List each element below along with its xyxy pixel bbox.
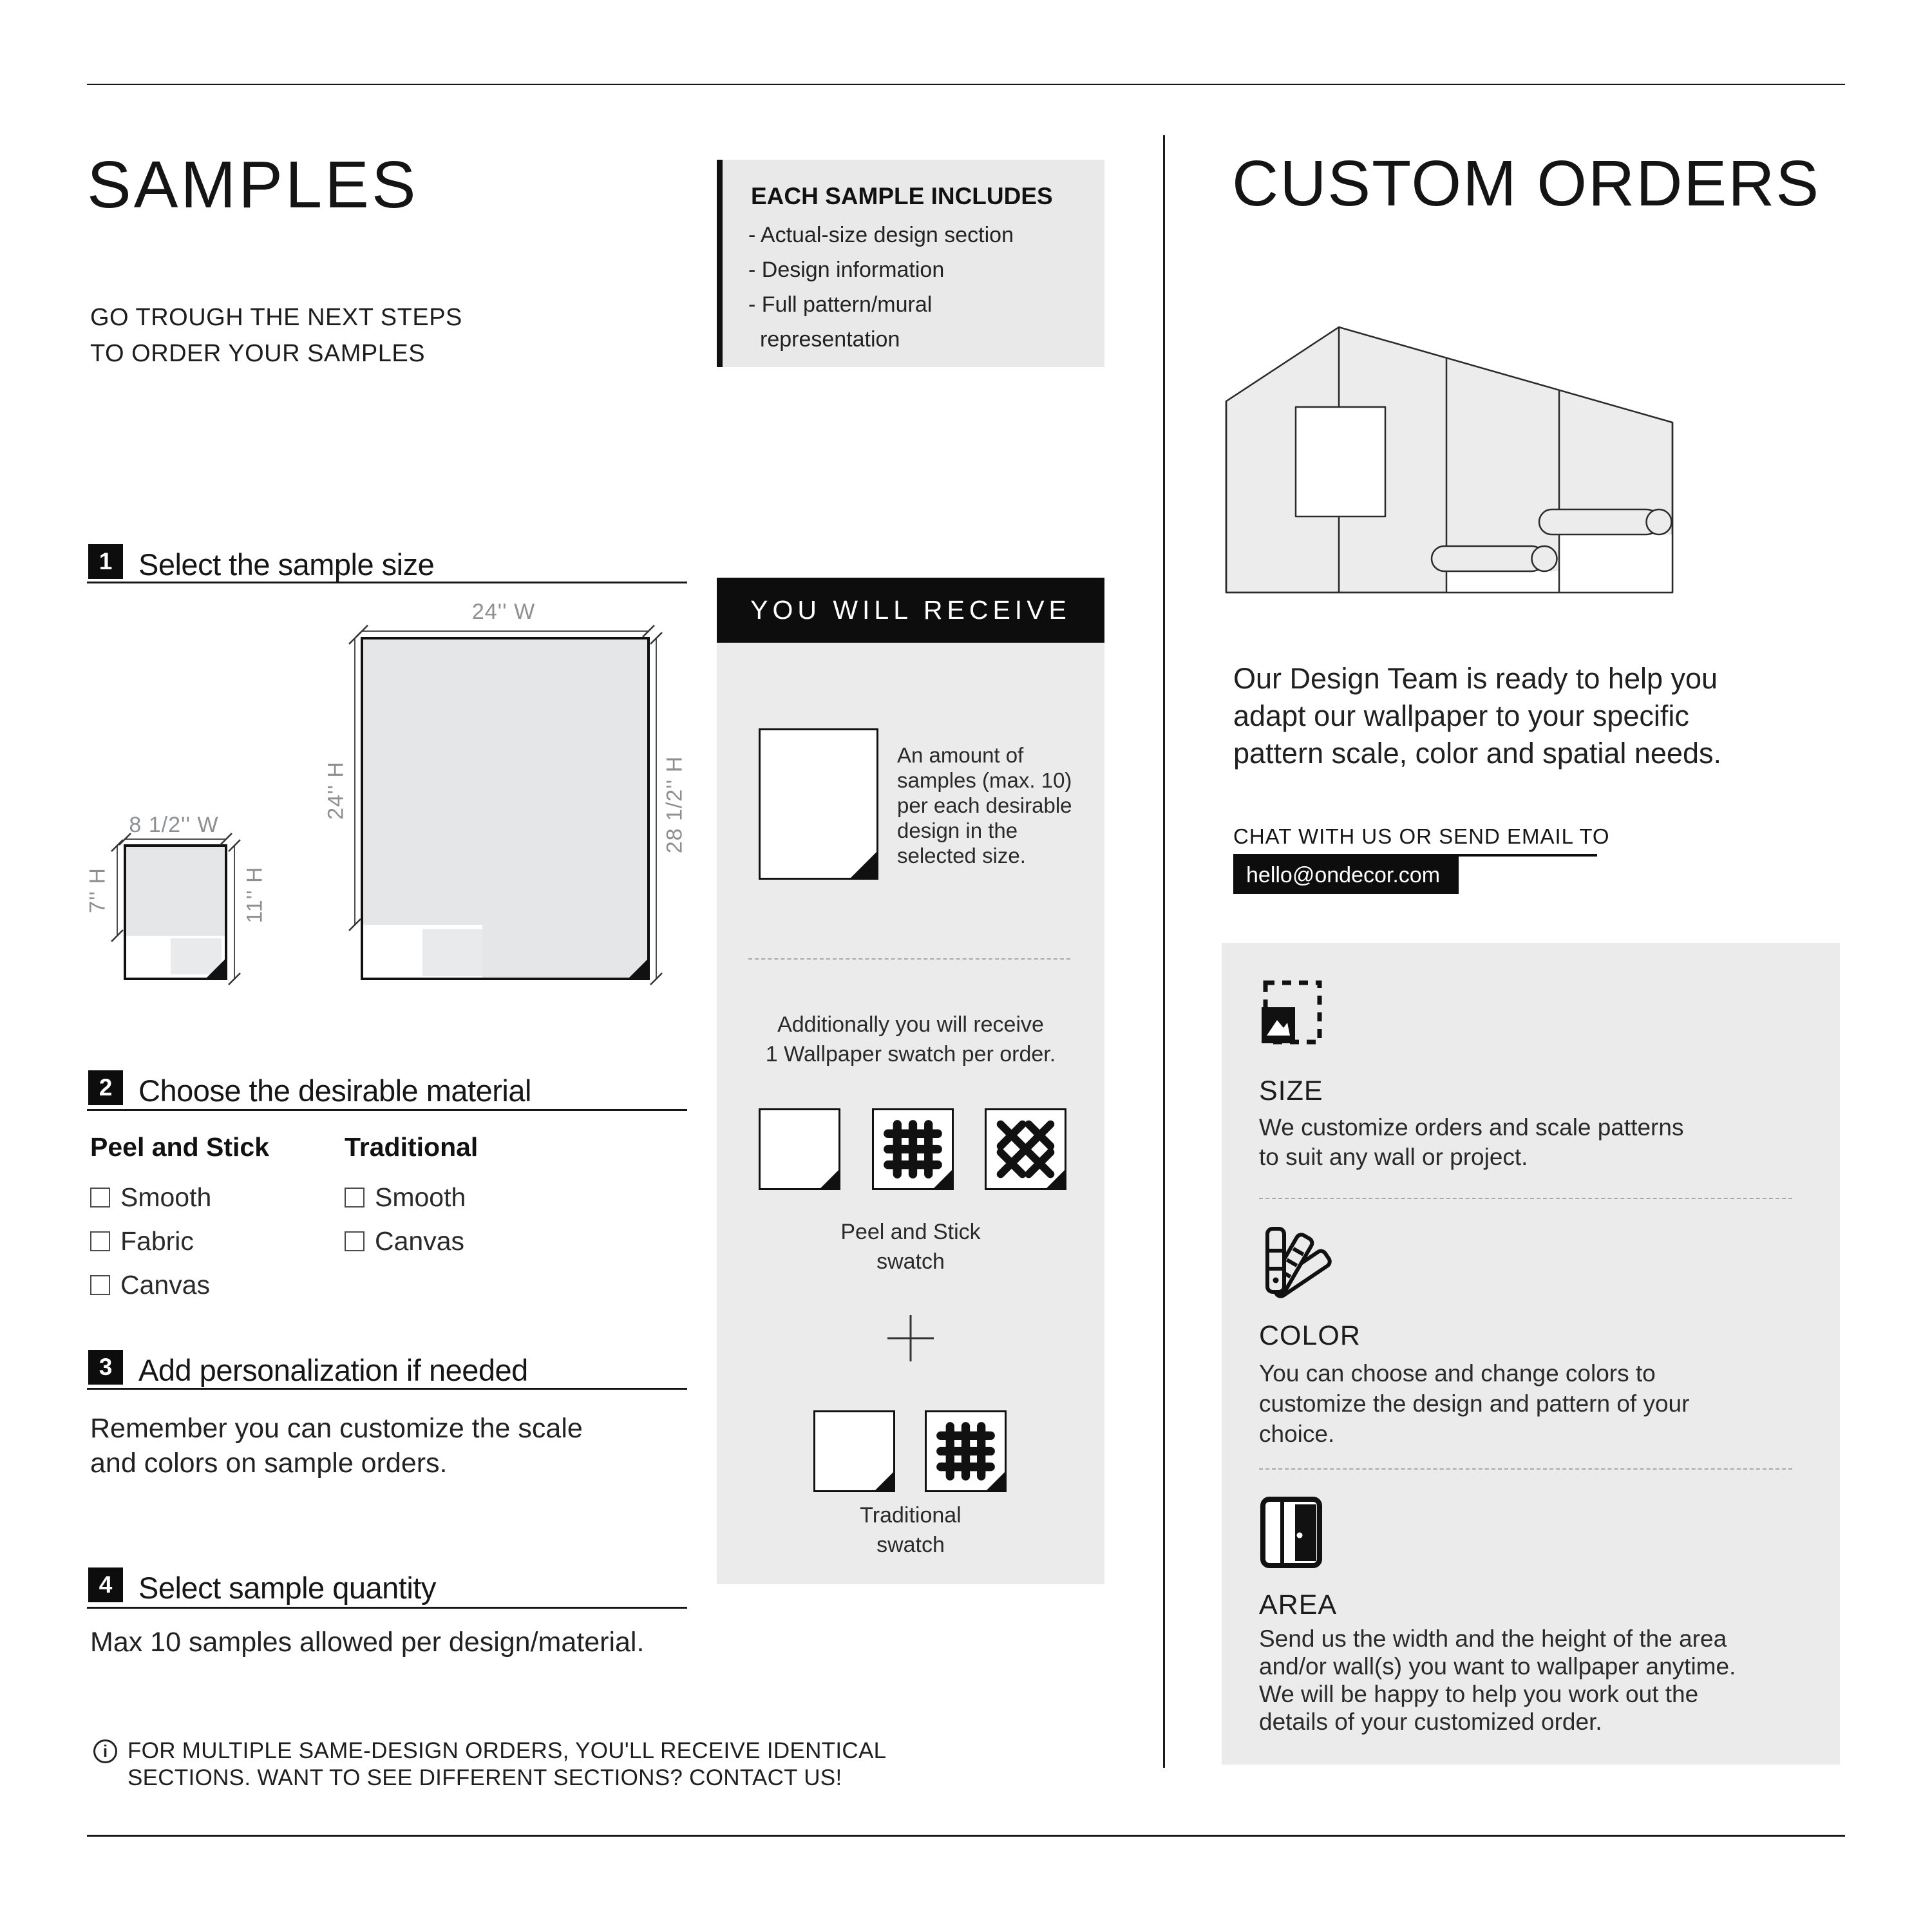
wallpaper-roll-upper	[1539, 509, 1672, 535]
step3-underline	[87, 1388, 687, 1390]
grid-swatch-icon	[925, 1410, 1007, 1492]
divider-dashed	[1259, 1468, 1792, 1470]
step3-number: 3	[88, 1350, 123, 1385]
sample-page-icon	[759, 728, 878, 880]
color-heading: COLOR	[1259, 1320, 1361, 1351]
step4-number: 4	[88, 1567, 123, 1602]
option-label: Smooth	[375, 1182, 466, 1212]
traditional-caption-line1: Traditional	[860, 1503, 961, 1528]
large-height-left-label: 24'' H	[323, 761, 348, 820]
divider-dashed	[1259, 1198, 1792, 1199]
area-line: details of your customized order.	[1259, 1709, 1602, 1735]
small-width-label: 8 1/2'' W	[129, 813, 219, 837]
step4-body: Max 10 samples allowed per design/material.	[90, 1627, 645, 1658]
option-label: Canvas	[120, 1270, 211, 1300]
step4-title: Select sample quantity	[138, 1571, 436, 1605]
plain-swatch-icon	[813, 1410, 895, 1492]
custom-orders-panel	[1222, 943, 1840, 1765]
option-peel-smooth	[90, 1182, 211, 1213]
option-trad-canvas	[345, 1226, 464, 1256]
column-divider	[1163, 135, 1165, 1768]
includes-item: - Design information	[748, 258, 945, 282]
sample-size-figure	[64, 592, 715, 1005]
receive-item-line: samples (max. 10)	[897, 768, 1072, 792]
wallpaper-roll-lower	[1432, 546, 1557, 571]
step2-title: Choose the desirable material	[138, 1074, 531, 1108]
step4-underline	[87, 1607, 687, 1609]
top-rule	[87, 84, 1845, 85]
option-peel-fabric	[90, 1226, 194, 1256]
color-swatches-icon	[1259, 1224, 1334, 1298]
grid-swatch-icon	[872, 1108, 954, 1190]
option-trad-smooth	[345, 1182, 466, 1213]
option-label: Smooth	[120, 1182, 212, 1212]
peel-caption-line2: swatch	[876, 1249, 945, 1274]
step1-underline	[87, 582, 687, 583]
you-will-receive-header: YOU WILL RECEIVE	[717, 578, 1104, 643]
receive-item-line: design in the	[897, 819, 1018, 842]
email-address[interactable]: hello@ondecor.com	[1233, 857, 1459, 894]
peel-caption-line1: Peel and Stick	[840, 1220, 981, 1244]
house-window	[1296, 407, 1385, 516]
option-peel-canvas	[90, 1270, 210, 1300]
bottom-rule	[87, 1835, 1845, 1837]
step2-underline	[87, 1109, 687, 1111]
includes-title: EACH SAMPLE INCLUDES	[751, 183, 1053, 209]
checkbox-peel-smooth[interactable]	[90, 1188, 110, 1208]
step3-body-line2: and colors on sample orders.	[90, 1448, 448, 1479]
plain-swatch-icon	[759, 1108, 840, 1190]
you-will-receive-panel	[717, 643, 1104, 1584]
house-wallpaper-illustration	[1217, 322, 1681, 599]
checkbox-peel-fabric[interactable]	[90, 1231, 110, 1251]
option-label: Canvas	[375, 1226, 465, 1256]
folded-corner-icon	[850, 851, 877, 878]
area-heading: AREA	[1259, 1589, 1338, 1620]
additional-line2: 1 Wallpaper swatch per order.	[765, 1042, 1056, 1066]
color-line: You can choose and change colors to	[1259, 1360, 1656, 1387]
step2-number: 2	[88, 1070, 123, 1105]
plus-icon	[885, 1312, 936, 1364]
area-line: Send us the width and the height of the area	[1259, 1625, 1727, 1652]
info-icon: i	[93, 1739, 117, 1763]
custom-intro-line2: adapt our wallpaper to your specific	[1233, 699, 1689, 732]
chat-label: CHAT WITH US OR SEND EMAIL TO	[1233, 824, 1610, 848]
traditional-caption-line2: swatch	[876, 1533, 945, 1557]
includes-item: - Actual-size design section	[748, 223, 1014, 247]
size-line: to suit any wall or project.	[1259, 1144, 1528, 1170]
size-heading: SIZE	[1259, 1075, 1323, 1106]
divider-dashed	[748, 958, 1070, 960]
checkbox-trad-canvas[interactable]	[345, 1231, 365, 1251]
crosshatch-swatch-icon	[985, 1108, 1066, 1190]
wall-door-icon	[1259, 1495, 1323, 1569]
includes-item: - Full pattern/mural	[748, 292, 933, 317]
samples-subtitle-line1: GO TROUGH THE NEXT STEPS	[90, 304, 462, 331]
each-sample-includes-box	[717, 160, 1104, 367]
large-height-right-label: 28 1/2'' H	[662, 755, 687, 854]
additional-line1: Additionally you will receive	[777, 1012, 1044, 1037]
receive-item-line: per each desirable	[897, 793, 1072, 817]
custom-intro-line1: Our Design Team is ready to help you	[1233, 662, 1718, 695]
small-height-right-label: 11'' H	[242, 866, 267, 923]
small-height-left-label: 7'' H	[85, 867, 110, 913]
samples-subtitle-line2: TO ORDER YOUR SAMPLES	[90, 340, 426, 367]
traditional-label: Traditional	[345, 1132, 478, 1162]
custom-intro-line3: pattern scale, color and spatial needs.	[1233, 737, 1721, 770]
peel-and-stick-label: Peel and Stick	[90, 1132, 270, 1162]
custom-orders-title: CUSTOM ORDERS	[1232, 147, 1821, 220]
area-line: and/or wall(s) you want to wallpaper anytime.	[1259, 1653, 1736, 1680]
checkbox-peel-canvas[interactable]	[90, 1275, 110, 1295]
footnote-line2: SECTIONS. WANT TO SEE DIFFERENT SECTIONS? CONTACT US!	[128, 1765, 842, 1790]
color-line: customize the design and pattern of your	[1259, 1390, 1690, 1417]
footnote-line1: FOR MULTIPLE SAME-DESIGN ORDERS, YOU'LL RECEIVE IDENTICAL	[128, 1738, 887, 1763]
large-width-label: 24'' W	[471, 600, 536, 624]
step3-title: Add personalization if needed	[138, 1353, 528, 1387]
area-line: We will be happy to help you work out the	[1259, 1681, 1699, 1707]
option-label: Fabric	[120, 1226, 194, 1256]
color-line: choice.	[1259, 1421, 1335, 1447]
step1-number: 1	[88, 544, 123, 579]
step3-body-line1: Remember you can customize the scale	[90, 1413, 583, 1444]
receive-item-line: An amount of	[897, 743, 1024, 767]
checkbox-trad-smooth[interactable]	[345, 1188, 365, 1208]
includes-item: representation	[760, 327, 900, 352]
step1-title: Select the sample size	[138, 547, 435, 582]
samples-title: SAMPLES	[87, 147, 419, 222]
size-line: We customize orders and scale patterns	[1259, 1114, 1684, 1141]
receive-item-line: selected size.	[897, 844, 1026, 867]
size-crop-icon	[1259, 980, 1323, 1045]
